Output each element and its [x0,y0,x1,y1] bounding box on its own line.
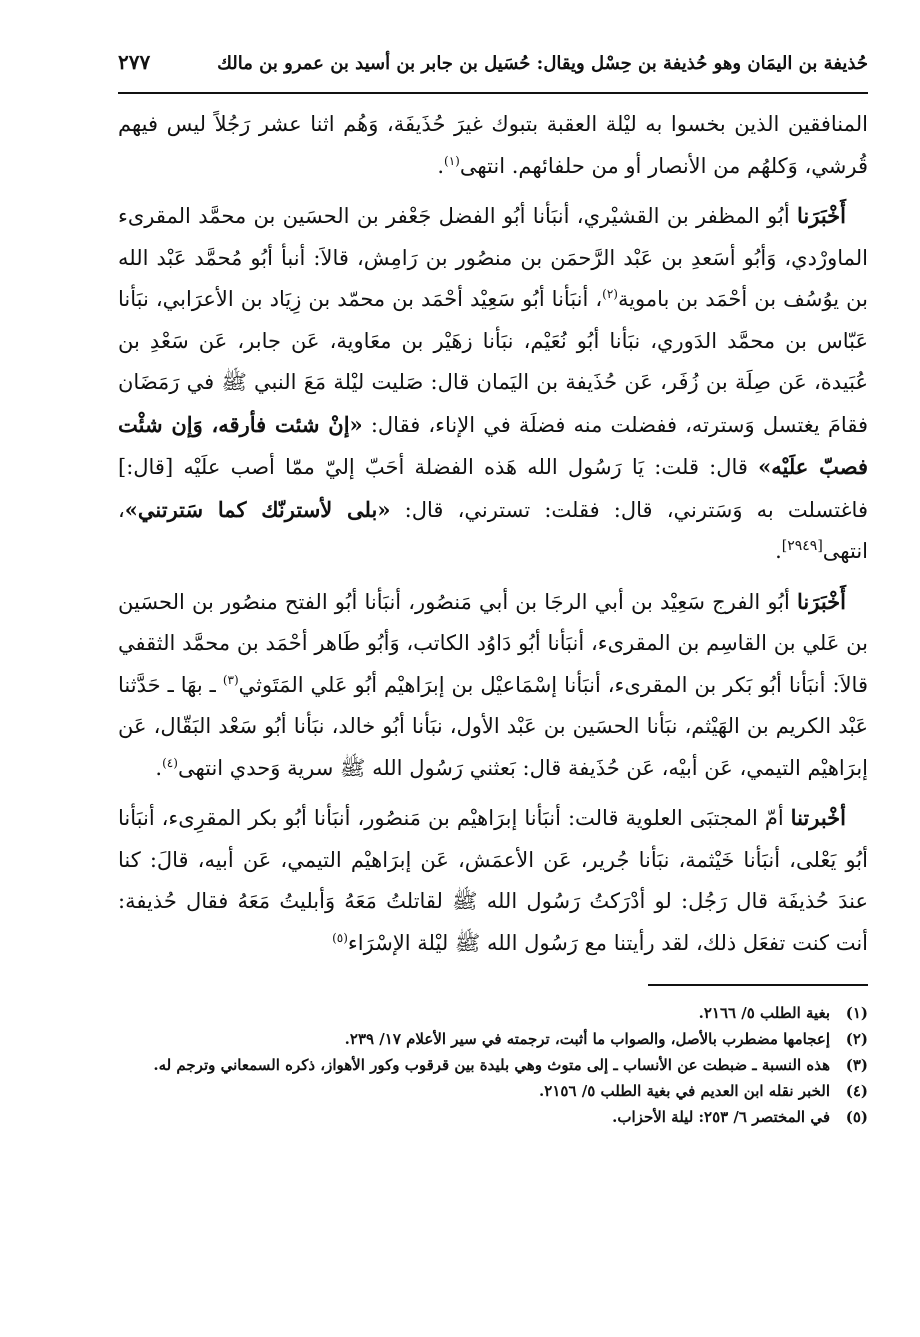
paragraph-3-end: . [155,755,163,780]
footnote-ref-2: (٢) [602,287,618,301]
footnote-text: بغية الطلب ٥/ ٢١٦٦. [698,1004,830,1022]
paragraph-2-opening: أَخْبَرَنا [797,203,846,228]
footnote-ref-3: (٣) [222,672,239,687]
paragraph-3 [118,581,868,790]
footnote [118,1052,868,1078]
paragraph-3-text-2: ـ بهَا ـ حَدَّثنا عَبْد الكريم بن الهَيْثم، نبَأنا الحسَين بن عَبْد الأول، نبَأنا أبُو خالد، نبَأنا أبُو سَعْد البَقّال، عَن إبرَاهيْم التيمي، عَن أبيْه، عَن حُذَيفة قال: بَعثني رَسُول الله ﷺ سرية وَحدي انتهى [118,672,868,780]
footnote-number: (٤) [845,1082,868,1100]
footnote-number: (٢) [845,1030,868,1048]
footnote-number: (٥) [845,1108,868,1126]
book-page [118,50,868,1130]
paragraph-2-text-3: قال: قلت: يَا رَسُول الله هَذه الفضلة أحَبّ إليّ ممّا أصب علَيْه [قال:] فاغتسلت به وَسَترني، قال: فقلت: تسترني، قال: [118,455,868,522]
paragraph-2-text-4: ، انتهى [118,497,868,563]
footnote-number: (١) [845,1004,868,1022]
paragraph-2-text-2: ، أنبَأنا أبُو سَعِيْد أحْمَد بن محمّد بن زِيَاد بن الأعرَابي، نبَأنا عَبّاس بن محمَّد الدَوري، نبَأنا أبُو نُعَيْم، نبَأنا زهَيْر بن معَاوية، عَن جابر، عَن سَعْدِ بن عُبَيدة، عَن صِلَة بن زُفَر، عَن حُذَيفة بن اليَمان قال: صَليت ليْلة مَعَ النبي ﷺ في رَمَضَان فقامَ يغتسل وَسترته، ففضلت منه فضلَة في الإناء، فقال: [118,287,868,437]
footnote-text: هذه النسبة ـ ضبطت عن الأنساب ـ إلى متوث وهي بليدة بين قرقوب وكور الأهواز، ذكره السمعاني وترجم له. [153,1056,830,1074]
running-header [118,50,868,94]
hadith-quote-2: «بلى لأسترنّك كما سَترتني» [124,496,391,522]
footnote-text: إعجامها مضطرب بالأصل، والصواب ما أثبت، ترجمته في سير الأعلام ١٧/ ٢٣٩. [344,1030,830,1048]
footnote [118,1078,868,1104]
paragraph-4-opening: أخْبرتنا [790,805,846,830]
footnote-ref-4: (٤) [162,755,178,770]
header-title: حُذيفة بن اليمَان وهو حُذيفة بن حِسْل ويقال: حُسَيل بن جابر بن أسيد بن عمرو بن مالك [217,53,868,74]
hadith-number: [٢٩٤٩] [781,538,823,554]
footnote-text: في المختصر ٦/ ٢٥٣: ليلة الأحزاب. [612,1108,830,1126]
paragraph-2-end: . [775,539,782,563]
footnote-ref-5: (٥) [332,930,348,945]
paragraph-2 [118,195,868,573]
paragraph-2-text: أبُو المظفر بن القشيْري، أنبَأنا أبُو الفضل جَعْفر بن الحسَين بن محمَّد المقرىء الماورْدي، وَأبُو أسَعدِ بن عَبْد الرَّحمَن بن منصُور بن رَامِش، قالاَ: أنبأ أبُو مُحمَّد عَبْد الله بن يوُسُف بن أحْمَد بن باموية [118,204,868,311]
footnote-text: الخبر نقله ابن العديم في بغية الطلب ٥/ ٢١٥٦. [539,1082,830,1100]
paragraph-3-text: أبُو الفرج سَعِيْد بن أبي الرجَا بن أبي مَنصُور، أنبَأنا أبُو الفتح منصُور بن الحسَين بن عَلي بن القاسِم بن المقرىء، أنبَأنا أبُو دَاوُد الكاتب، وَأبُو طَاهر أحْمَد بن محمَّد الثقفي قالاَ: أنبَأنا أبُو بَكر بن المقرىء، أنبَأنا إسْمَاعيْل بن إبرَاهيْم أبُو عَلي المَتَوثي [118,589,868,697]
paragraph-4-text: أمّ المجتبَى العلوية قالت: أنبَأنا إبرَاهيْم بن مَنصُور، أنبَأنا أبُو بكر المقرِىء، أنبَأنا أبُو يَعْلى، أنبَأنا خَيْثمة، نبَأنا جُرير، عَن الأعمَش، عَن إبرَاهيْم التيمي، عَن أبيه، قالَ: كنا عندَ حُذيفَة قال رَجُل: لو أدْرَكتُ رَسُول الله ﷺ لقاتلتُ مَعَهُ وَأبليتُ مَعَهُ فقال حُذيفة: أنت كنت تفعَل ذلك، لقد رأيتنا مع رَسُول الله ﷺ ليْلة الإسْرَاء [118,806,868,955]
footnote [118,1104,868,1130]
paragraph-1-end: . [437,153,444,178]
page-number: ٢٧٧ [118,50,151,74]
paragraph-1 [118,104,868,187]
footnote-separator [648,984,868,986]
hadith-quote-1: «إنْ شئت فأرقه، وَإن شئْت فصبّ علَيْه» [118,411,868,479]
paragraph-1-text: المنافقين الذين بخسوا به ليْلة العقبة بتبوك غيرَ حُذَيفَة، وَهُم اثنا عشر رَجُلاً ليس فيهم قُرشي، وَكلهُم من الأنصار أو من حلفائهم. انتهى [118,112,868,178]
paragraph-3-opening: أَخْبَرَنا [797,588,846,614]
footnote-ref-1: (١) [444,153,460,168]
paragraph-4 [118,797,868,964]
footnote [118,1026,868,1052]
footnote [118,1000,868,1026]
footnote-number: (٣) [845,1056,868,1074]
footnotes [118,1000,868,1130]
main-text [118,104,868,964]
